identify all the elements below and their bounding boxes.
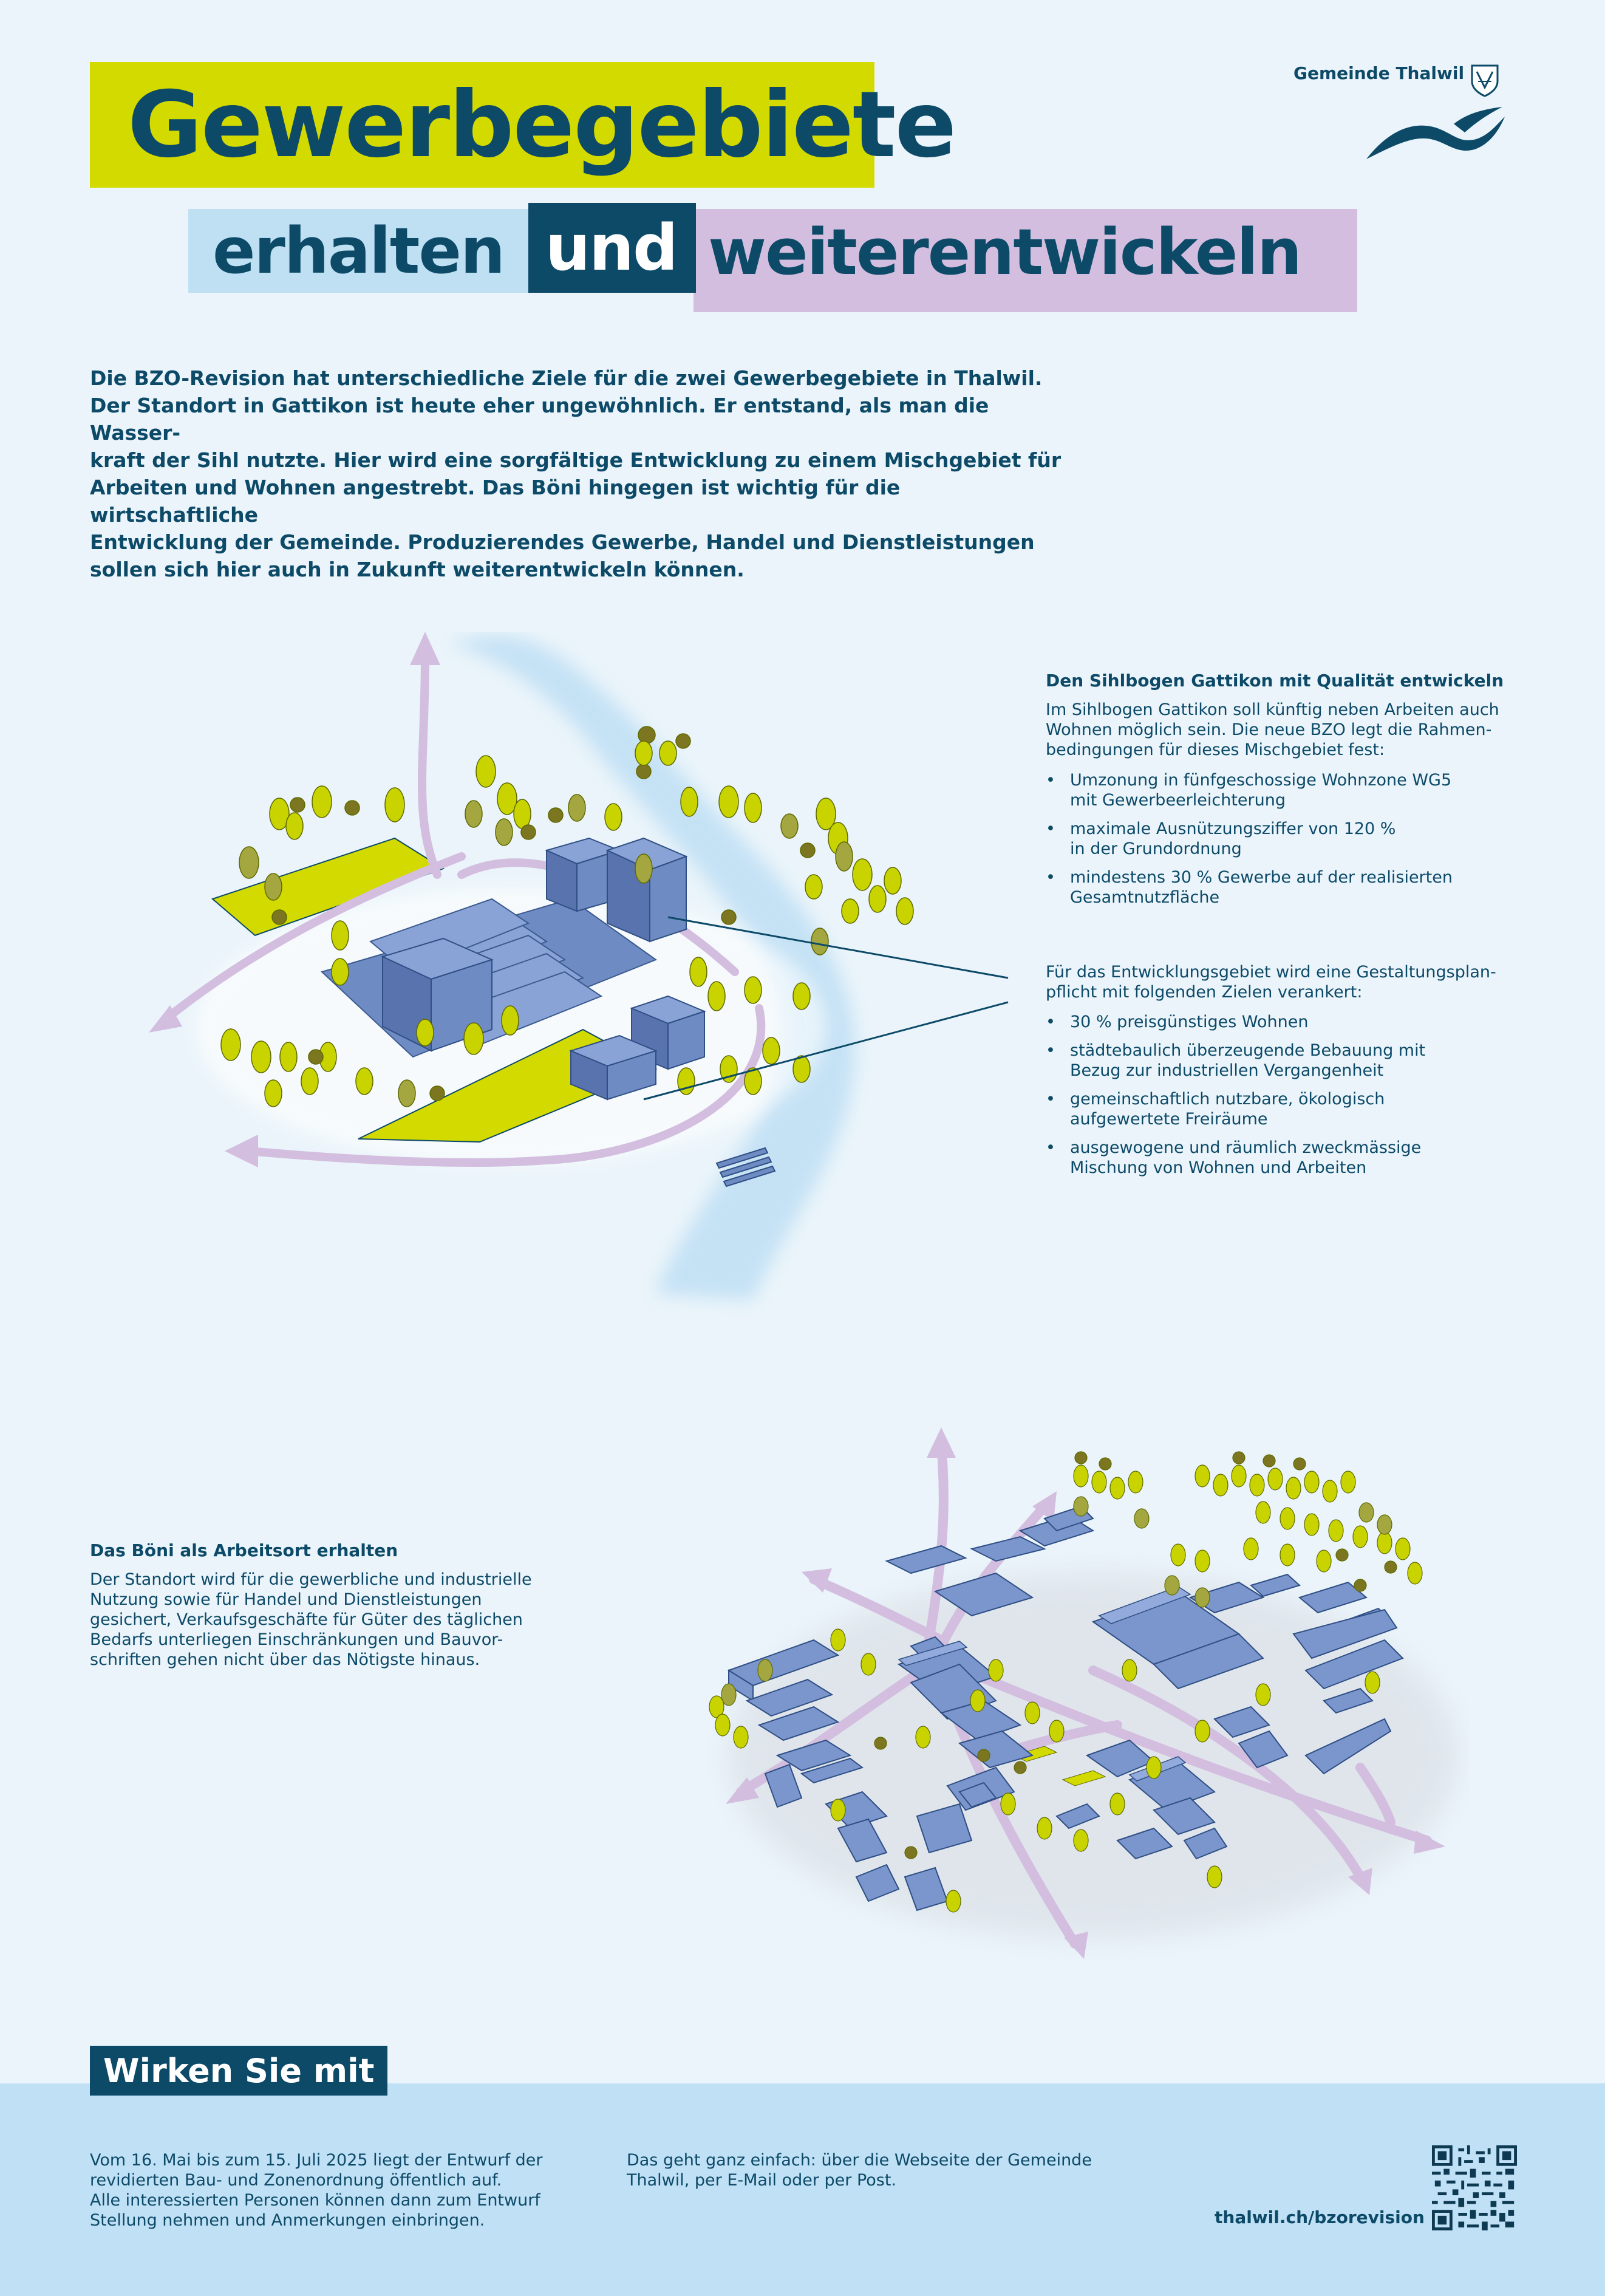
path-arrow-north — [422, 656, 437, 875]
arrowhead-southwest — [225, 1135, 258, 1167]
list-item: • mindestens 30 % Gewerbe auf der realisierten Gesamtnutzfläche — [1046, 867, 1519, 907]
lake-wave-logo-icon — [1363, 96, 1508, 163]
qr-code-icon[interactable] — [1432, 2145, 1517, 2230]
page-title: Gewerbegebiete — [90, 62, 874, 188]
subtitle-word-erhalten: erhalten — [188, 209, 528, 293]
municipality-logo-text: Gemeinde Thalwil — [1293, 63, 1465, 83]
gattikon-intro: Im Sihlbogen Gattikon soll künftig neben Arbeiten auch Wohnen möglich sein. Die neue BZO legt die Rahmen- bedingungen für dieses Mischgebiet fest: — [1046, 700, 1499, 759]
boeni-paragraph: Der Standort wird für die gewerbliche und industrielle Nutzung sowie für Handel und Dienstleistungen gesichert, Verkaufsgeschäfte für Güter des täglichen Bedarfs unterliegen Einschränkungen und Bauvor- schriften gehen nicht über das Nötigste hinaus. — [90, 1570, 532, 1669]
arrowhead-north — [410, 632, 440, 665]
list-item: • städtebaulich überzeugende Bebauung mit Bezug zur industriellen Vergangenheit — [1046, 1040, 1519, 1081]
intro-paragraph: Die BZO-Revision hat unterschiedliche Ziele für die zwei Gewerbegebiete in Thalwil. Der Standort in Gattikon ist heute eher ungewöhnlich. Er entstand, als man die Wasser- kraft der Sihl nutzte. Hier wird eine sorgfältige Entwicklung zu einem Mischgebiet für Arbeiten und Wohnen angestrebt. Das Böni hingegen ist wichtig für die wirtschaftliche Entwicklung der Gemeinde. Produzierendes Gewerbe, Handel und Dienstleistungen sollen sich hier auch in Zukunft weiterentwickeln können. — [90, 366, 1061, 581]
gattikon-plan-lead: Für das Entwicklungsgebiet wird eine Gestaltungsplan- pflicht mit folgenden Zielen verankert: — [1046, 963, 1496, 1002]
gattikon-area-illustration — [121, 632, 1044, 1318]
gattikon-heading: Den Sihlbogen Gattikon mit Qualität entwickeln — [1046, 671, 1504, 691]
boeni-heading: Das Böni als Arbeitsort erhalten — [90, 1540, 398, 1560]
arrowhead-east — [1414, 1831, 1445, 1854]
list-item: • ausgewogene und räumlich zweckmässige Mischung von Wohnen und Arbeiten — [1046, 1138, 1519, 1178]
subtitle-word-und: und — [528, 203, 696, 293]
list-item: • maximale Ausnützungsziffer von 120 % in der Grundordnung — [1046, 819, 1519, 859]
call-to-action-heading: Wirken Sie mit — [90, 2046, 387, 2096]
footer-info-text: Vom 16. Mai bis zum 15. Juli 2025 liegt der Entwurf der revidierten Bau- und Zonenordnung öffentlich auf. Alle interessierten Personen können dann zum Entwurf Stellung nehmen und Anmerkungen einbringen. — [90, 2151, 543, 2230]
list-item: • gemeinschaftlich nutzbare, ökologisch aufgewertete Freiräume — [1046, 1089, 1519, 1129]
boeni-area-illustration — [656, 1415, 1470, 1980]
subtitle-word-weiterentwickeln: weiterentwickeln — [693, 209, 1357, 312]
list-item: • Umzonung in fünfgeschossige Wohnzone WG5 mit Gewerbeerleichterung — [1046, 770, 1519, 810]
gattikon-goals-list — [1046, 1012, 1519, 1186]
block-tower-right — [650, 856, 686, 941]
coat-of-arms-icon — [1470, 63, 1500, 98]
footer-howto-text: Das geht ganz einfach: über die Webseite der Gemeinde Thalwil, per E-Mail oder per Post. — [627, 2151, 1092, 2190]
website-link[interactable]: thalwil.ch/bzorevision — [1215, 2207, 1425, 2227]
gattikon-zoning-list — [1046, 770, 1519, 916]
arrowhead-north — [927, 1427, 956, 1458]
list-item: • 30 % preisgünstiges Wohnen — [1046, 1012, 1519, 1032]
